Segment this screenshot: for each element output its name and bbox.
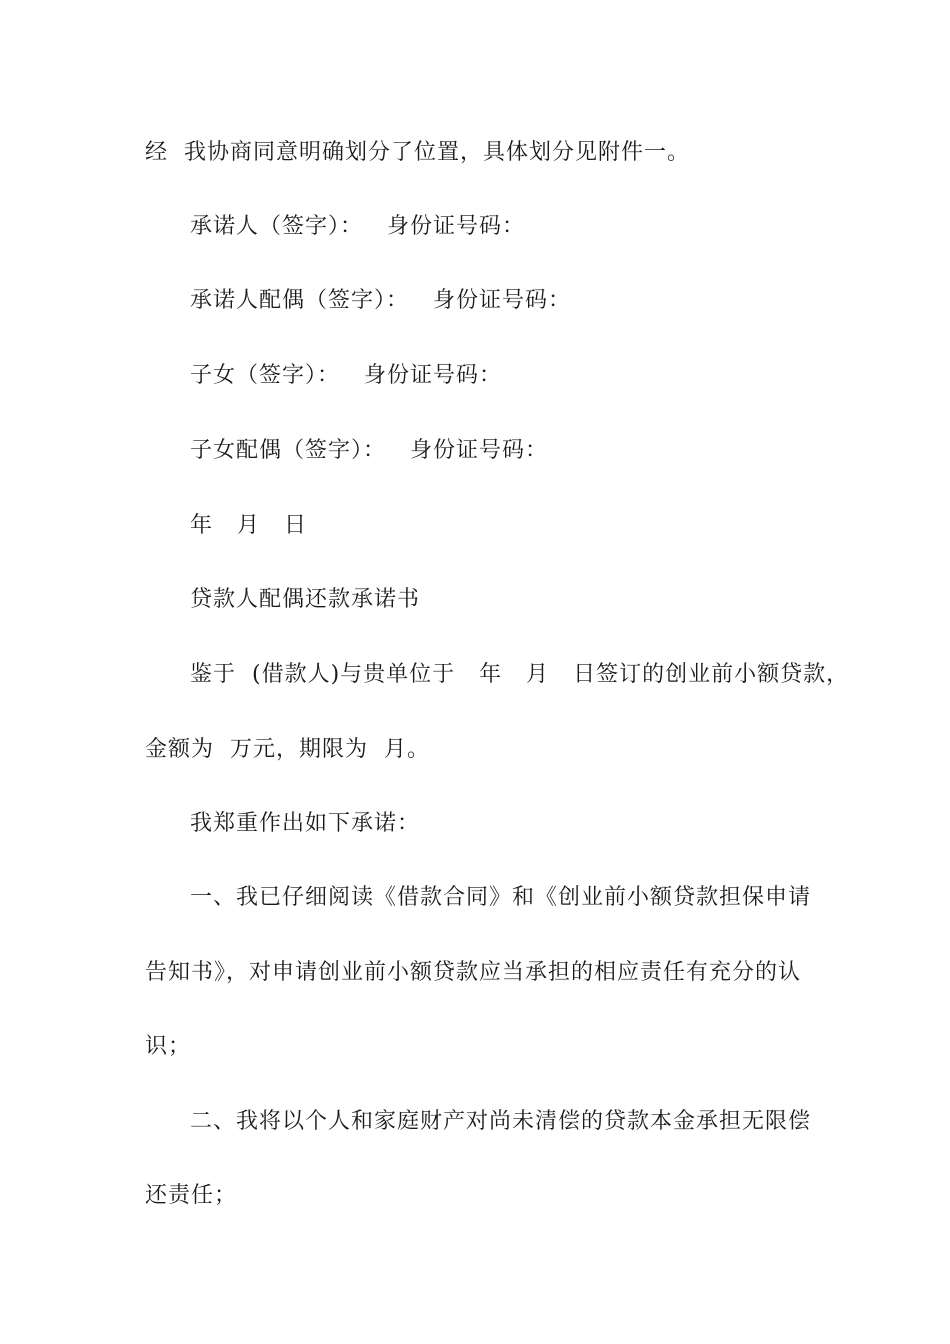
date-line: 年 月 日 [190,513,307,538]
children-spouse-signature-line: 子女配偶（签字）： 身份证号码： [190,438,548,463]
children-signature-line: 子女（签字）： 身份证号码： [190,363,502,388]
clause-two-line: 还责任； [145,1183,238,1208]
clause-one-line: 一、我已仔细阅读《借款合同》和《创业前小额贷款担保申请 [190,885,812,910]
clause-one-line: 识； [145,1034,192,1059]
clause-two-line: 二、我将以个人和家庭财产对尚未清偿的贷款本金承担无限偿 [190,1109,812,1134]
body-paragraph-line: 鉴于 (借款人)与贵单位于 年 月 日签订的创业前小额贷款， [190,662,850,687]
section-title: 贷款人配偶还款承诺书 [190,587,421,612]
body-paragraph-line: 金额为 万元，期限为 月。 [145,737,430,762]
promisor-signature-line: 承诺人（签字）： 身份证号码： [190,214,525,239]
paragraph-continuation-line: 经 我协商同意明确划分了位置，具体划分见附件一。 [145,140,690,165]
promisor-spouse-signature-line: 承诺人配偶（签字）： 身份证号码： [190,288,571,313]
clause-one-line: 告知书》，对申请创业前小额贷款应当承担的相应责任有充分的认 [145,960,802,985]
body-paragraph-line: 我郑重作出如下承诺： [190,811,421,836]
